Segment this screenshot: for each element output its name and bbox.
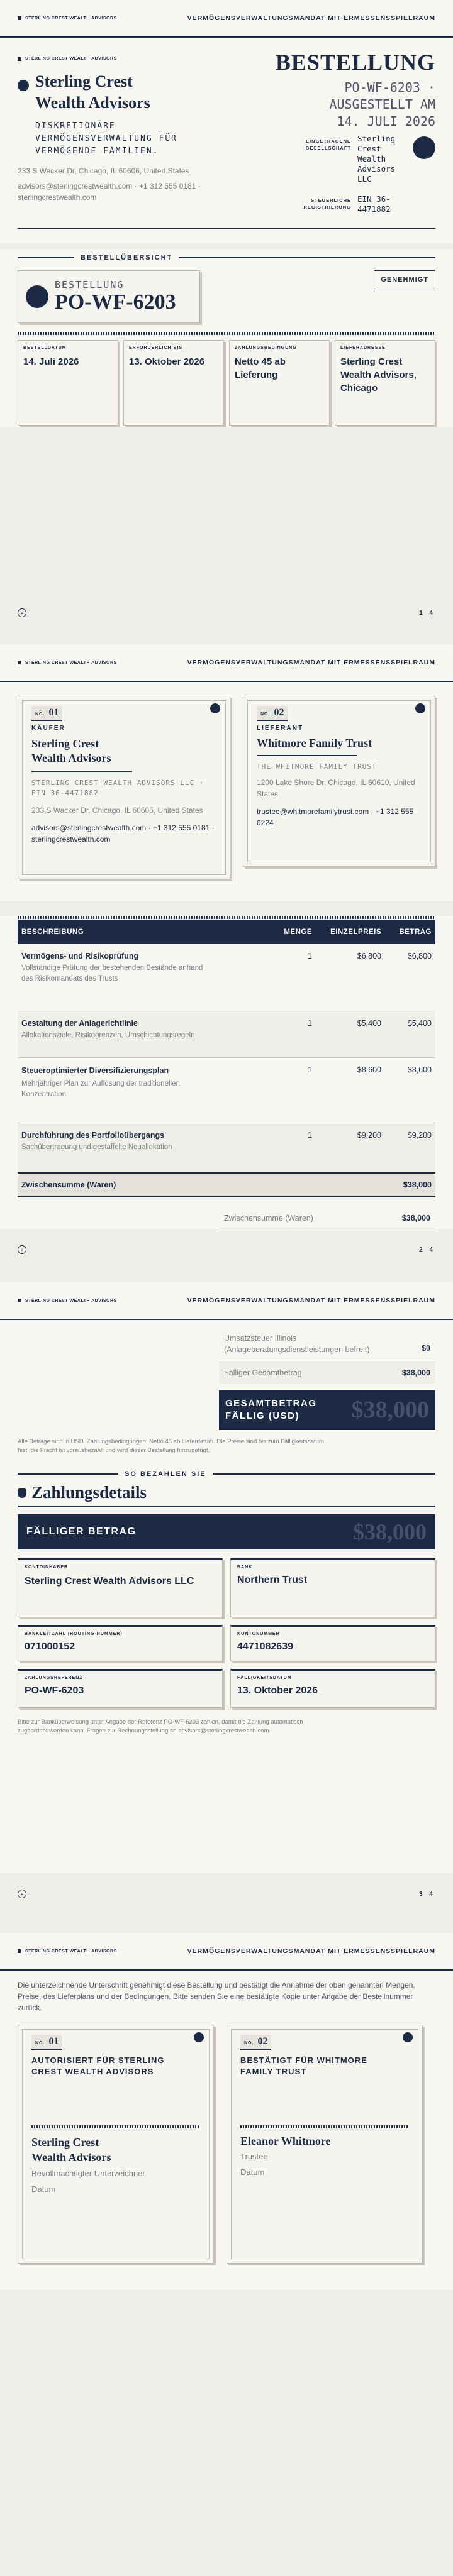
signature-intro: Die unterzeichnende Unterschrift genehmigt diese Bestellung und bestätigt die Annahme der oben genannten Mengen, Preise, des Lieferplans und der Bedingungen. Bitte senden Sie eine bestätigte Kopie unter Angabe der Bestellnummer zurück. xyxy=(18,1981,415,2012)
supplier-address: 1200 Lake Shore Dr, Chicago, IL 60610, United States xyxy=(257,778,415,798)
overview-rule xyxy=(18,332,435,335)
payment-field xyxy=(230,1558,435,1617)
supplier-no: 02 xyxy=(274,707,284,718)
fact-card xyxy=(123,340,224,426)
buyer-card xyxy=(18,696,230,879)
buyer-name-line2: Wealth Advisors xyxy=(31,752,111,764)
field-label: KONTOINHABER xyxy=(25,1565,69,1570)
header-brand: STERLING CREST WEALTH ADVISORS xyxy=(25,1298,117,1303)
sig-date-label: Datum xyxy=(31,2184,56,2194)
company-tagline: DISKRETIONÄRE VERMÖGENSVERWALTUNG FÜR VERMÖGENDE FAMILIEN. xyxy=(35,121,178,156)
page-number: 1 4 xyxy=(419,609,435,617)
buyer-subtitle: STERLING CREST WEALTH ADVISORS LLC · EIN 36-4471882 xyxy=(31,779,204,797)
brand-mark-icon xyxy=(18,1949,21,1953)
order-number-card xyxy=(18,270,200,323)
table-row xyxy=(18,1011,435,1057)
item-description: Sachübertragung und gestaffelte Neuallokation xyxy=(21,1143,172,1151)
brand-mark-icon xyxy=(18,16,21,20)
field-label: ZAHLUNGSREFERENZ xyxy=(25,1676,83,1680)
reg-label-2: GESELLSCHAFT xyxy=(305,145,351,151)
payment-field xyxy=(18,1625,223,1661)
payment-field xyxy=(230,1669,435,1708)
header-title: VERMÖGENSVERWALTUNGSMANDAT MIT ERMESSENSSPIELRAUM xyxy=(187,14,435,22)
supplier-contact: trustee@whitmorefamilytrust.com · +1 312 555 0224 xyxy=(257,807,414,827)
status-badge: GENEHMIGT xyxy=(374,270,435,289)
tax-value: $0 xyxy=(422,1344,430,1353)
sig-name-line2[interactable]: Wealth Advisors xyxy=(31,2151,111,2164)
buyer-no: 01 xyxy=(48,707,59,718)
reg-value: Sterling Crest Wealth Advisors LLC xyxy=(357,134,396,184)
item-qty: 1 xyxy=(308,1130,312,1140)
supplier-role: LIEFERANT xyxy=(257,725,304,732)
item-unit-price: $6,800 xyxy=(357,952,381,960)
payment-due-bar xyxy=(18,1514,435,1549)
page-4 xyxy=(0,1933,453,2290)
field-label: FÄLLIGKEITSDATUM xyxy=(237,1676,292,1680)
overview-heading-row xyxy=(18,254,435,261)
header-brand: STERLING CREST WEALTH ADVISORS xyxy=(25,16,117,21)
sig-no: 01 xyxy=(48,2036,59,2047)
signature-seal-icon xyxy=(403,2032,413,2042)
buyer-contact: advisors@sterlingcrestwealth.com · +1 312 555 0181 · sterlingcrestwealth.com xyxy=(31,823,215,844)
header-brand: STERLING CREST WEALTH ADVISORS xyxy=(25,1949,117,1954)
supplier-seal-icon xyxy=(415,703,425,713)
subtotal-row xyxy=(18,1173,435,1197)
fact-card xyxy=(229,340,330,426)
page-footer xyxy=(0,1234,453,1265)
table-row xyxy=(18,1057,435,1123)
seal-mark-icon: + xyxy=(18,1245,26,1254)
page-header xyxy=(0,0,453,38)
buyer-no-label: NO. xyxy=(35,712,45,717)
sig-no: 02 xyxy=(257,2036,268,2047)
line-items-table xyxy=(18,920,435,1197)
registration-seal-icon xyxy=(413,136,435,159)
table-row xyxy=(18,1123,435,1173)
payment-kicker: SO BEZAHLEN SIE xyxy=(125,1470,206,1478)
header-title: VERMÖGENSVERWALTUNGSMANDAT MIT ERMESSENSSPIELRAUM xyxy=(187,659,435,666)
field-value[interactable]: Northern Trust xyxy=(237,1575,308,1585)
subtotal-value: $38,000 xyxy=(403,1181,432,1189)
col-amount: BETRAG xyxy=(399,928,432,936)
grand-total-bar xyxy=(219,1390,435,1430)
header-title: VERMÖGENSVERWALTUNGSMANDAT MIT ERMESSENSSPIELRAUM xyxy=(187,1297,435,1304)
sig-name[interactable]: Eleanor Whitmore xyxy=(240,2135,331,2147)
page-number: 2 4 xyxy=(419,1246,435,1253)
payment-due-label: FÄLLIGER BETRAG xyxy=(26,1526,137,1537)
fact-card xyxy=(335,340,435,426)
page-1 xyxy=(0,0,453,427)
company-dot-icon xyxy=(18,80,29,91)
buyer-name-line1: Sterling Crest xyxy=(31,737,99,750)
fact-label: ERFORDERLICH BIS xyxy=(129,346,183,350)
payment-field xyxy=(18,1558,223,1617)
company-website: sterlingcrestwealth.com xyxy=(18,193,97,202)
sig-title: BESTÄTIGT FÜR WHITMORE FAMILY TRUST xyxy=(240,2056,367,2076)
header-brand: STERLING CREST WEALTH ADVISORS xyxy=(25,660,117,665)
company-name-line1: Sterling Crest xyxy=(35,72,133,91)
item-amount: $9,200 xyxy=(407,1130,432,1140)
tax-label-1: STEUERLICHE xyxy=(311,197,351,203)
item-qty: 1 xyxy=(308,1018,312,1028)
totals-subtotal-label: Zwischensumme (Waren) xyxy=(224,1214,313,1223)
table-header-row xyxy=(18,920,435,944)
seal-mark-icon: + xyxy=(18,1890,26,1898)
page-header xyxy=(0,1282,453,1320)
sig-role: Bevollmächtigter Unterzeichner xyxy=(31,2169,145,2178)
item-amount: $6,800 xyxy=(407,952,432,960)
item-title: Steueroptimierter Diversifizierungsplan xyxy=(21,1065,169,1075)
fact-value: 14. Juli 2026 xyxy=(23,356,79,367)
payment-heading-row xyxy=(18,1483,435,1502)
payment-note: Bitte zur Banküberweisung unter Angabe der Referenz PO-WF-6203 zahlen, damit die Zahlung automatisch zugeordnet werden kann. Fragen zur Rechnungsstellung an advisors@sterlingcrestwealth.com. xyxy=(18,1719,303,1734)
due-value: $38,000 xyxy=(401,1368,430,1377)
field-label: BANK xyxy=(237,1565,253,1570)
fact-value: Sterling Crest Wealth Advisors, Chicago xyxy=(340,356,417,394)
item-title: Vermögens- und Risikoprüfung xyxy=(21,952,139,960)
payment-kicker-row xyxy=(18,1470,435,1478)
tax-label: Umsatzsteuer Illinois (Anlageberatungsdienstleistungen befreit) xyxy=(224,1334,370,1354)
page-header xyxy=(0,644,453,682)
col-quantity: MENGE xyxy=(284,928,312,936)
sig-no-label: NO. xyxy=(244,2041,254,2045)
item-description: Allokationsziele, Risikogrenzen, Umschichtungsregeln xyxy=(21,1031,195,1039)
item-unit-price: $8,600 xyxy=(357,1065,381,1074)
signature-card-supplier xyxy=(226,2025,423,2264)
field-value[interactable]: 13. Oktober 2026 xyxy=(237,1685,318,1696)
item-title: Durchführung des Portfolioübergangs xyxy=(21,1130,165,1140)
payment-due-value: $38,000 xyxy=(353,1519,427,1544)
page-3 xyxy=(0,1282,453,1917)
sig-name-line1[interactable]: Sterling Crest xyxy=(31,2136,99,2149)
sig-no-label: NO. xyxy=(35,2041,45,2045)
company-address: 233 S Wacker Dr, Chicago, IL 60606, United States xyxy=(18,167,189,175)
field-value[interactable]: Sterling Crest Wealth Advisors LLC xyxy=(25,1576,194,1587)
field-value[interactable]: 4471082639 xyxy=(237,1641,293,1652)
fact-label: BESTELLDATUM xyxy=(23,346,67,350)
page-2 xyxy=(0,644,453,1267)
reg-label-1: EINGETRAGENE xyxy=(305,138,351,144)
item-unit-price: $9,200 xyxy=(357,1130,381,1140)
company-label: STERLING CREST WEALTH ADVISORS xyxy=(25,57,117,61)
col-description: BESCHREIBUNG xyxy=(21,928,84,936)
sig-date-label: Datum xyxy=(240,2167,265,2177)
buyer-address: 233 S Wacker Dr, Chicago, IL 60606, United States xyxy=(31,806,203,815)
doc-title: BESTELLUNG xyxy=(275,50,435,75)
grand-total-label-1: GESAMTBETRAG xyxy=(225,1398,317,1409)
totals-subtotal: $38,000 xyxy=(401,1214,430,1223)
tax-value: EIN 36-4471882 xyxy=(357,194,391,214)
due-label: Fälliger Gesamtbetrag xyxy=(224,1368,302,1377)
sig-role: Trustee xyxy=(240,2152,268,2161)
page-header xyxy=(0,1933,453,1971)
parties xyxy=(0,682,453,879)
company-name-line2: Wealth Advisors xyxy=(35,94,150,112)
shield-icon xyxy=(18,1488,26,1498)
supplier-subtitle: THE WHITMORE FAMILY TRUST xyxy=(257,762,377,771)
supplier-card xyxy=(243,696,435,867)
buyer-seal-icon xyxy=(210,703,220,713)
brand-mark-icon xyxy=(18,661,21,664)
subtotal-label: Zwischensumme (Waren) xyxy=(21,1181,116,1189)
item-amount: $5,400 xyxy=(407,1018,432,1028)
field-value[interactable]: 071000152 xyxy=(25,1641,76,1652)
totals-note: Alle Beträge sind in USD. Zahlungsbedingungen: Netto 45 ab Lieferdatum. Die Preise sind bis zum Fälligkeitsdatum fest; die Fracht ist vorausbezahlt und wird dieser Bestellung hinzugefügt. xyxy=(18,1438,324,1454)
fact-label: ZAHLUNGSBEDINGUNG xyxy=(235,346,297,350)
page-number: 3 4 xyxy=(419,1890,435,1898)
supplier-name: Whitmore Family Trust xyxy=(257,737,372,749)
doc-date: 14. JULI 2026 xyxy=(337,114,435,129)
sig-title: AUTORISIERT FÜR STERLING CREST WEALTH ADVISORS xyxy=(31,2056,165,2076)
doc-number: PO-WF-6203 · xyxy=(344,80,435,95)
item-description: Mehrjähriger Plan zur Auflösung der traditionellen Konzentration xyxy=(21,1079,180,1098)
order-seal-icon xyxy=(26,285,48,308)
col-unit-price: EINZELPREIS xyxy=(330,928,381,936)
page-footer xyxy=(0,597,453,629)
buyer-role: KÄUFER xyxy=(31,725,65,732)
overview-heading: BESTELLÜBERSICHT xyxy=(81,254,173,261)
order-label: BESTELLUNG xyxy=(55,279,125,290)
seal-mark-icon: + xyxy=(18,608,26,617)
header-title: VERMÖGENSVERWALTUNGSMANDAT MIT ERMESSENSSPIELRAUM xyxy=(187,1947,435,1955)
item-qty: 1 xyxy=(308,1065,312,1074)
item-unit-price: $5,400 xyxy=(357,1018,381,1028)
signature-card-buyer xyxy=(18,2025,214,2264)
payment-field xyxy=(18,1669,223,1708)
letterhead xyxy=(0,38,453,214)
company-mark-icon xyxy=(18,57,21,61)
item-description: Vollständige Prüfung der bestehenden Bestände anhand des Risikomandats des Trusts xyxy=(21,964,203,983)
field-value[interactable]: PO-WF-6203 xyxy=(25,1685,84,1696)
supplier-no-label: NO. xyxy=(260,712,271,717)
item-qty: 1 xyxy=(308,952,312,960)
brand-mark-icon xyxy=(18,1299,21,1302)
item-amount: $8,600 xyxy=(407,1065,432,1074)
table-row xyxy=(18,944,435,1011)
totals-continued xyxy=(219,1330,435,1430)
fact-value: Netto 45 ab Lieferung xyxy=(235,356,286,380)
order-number: PO-WF-6203 xyxy=(55,290,176,314)
grand-total-label-2: FÄLLIG (USD) xyxy=(225,1411,299,1421)
signature-seal-icon xyxy=(194,2032,204,2042)
payment-fields xyxy=(18,1558,435,1708)
fact-label: LIEFERADRESSE xyxy=(340,346,386,350)
doc-issued-label: AUSGESTELLT AM xyxy=(329,97,435,112)
fact-value: 13. Oktober 2026 xyxy=(129,356,205,367)
fact-card xyxy=(18,340,118,426)
field-label: KONTONUMMER xyxy=(237,1632,280,1636)
page-footer xyxy=(0,1878,453,1910)
payment-field xyxy=(230,1625,435,1661)
item-title: Gestaltung der Anlagerichtlinie xyxy=(21,1018,138,1028)
signature-blocks xyxy=(18,2025,435,2264)
field-label: BANKLEITZAHL (ROUTING-NUMMER) xyxy=(25,1632,123,1636)
grand-total-value: $38,000 xyxy=(351,1397,429,1423)
payment-heading: Zahlungsdetails xyxy=(31,1483,147,1502)
company-contact: advisors@sterlingcrestwealth.com · +1 312 555 0181 · xyxy=(18,182,201,190)
tax-label-2: REGISTRIERUNG xyxy=(303,204,351,210)
facts-row xyxy=(18,340,435,426)
page-1-bottom xyxy=(0,427,453,629)
